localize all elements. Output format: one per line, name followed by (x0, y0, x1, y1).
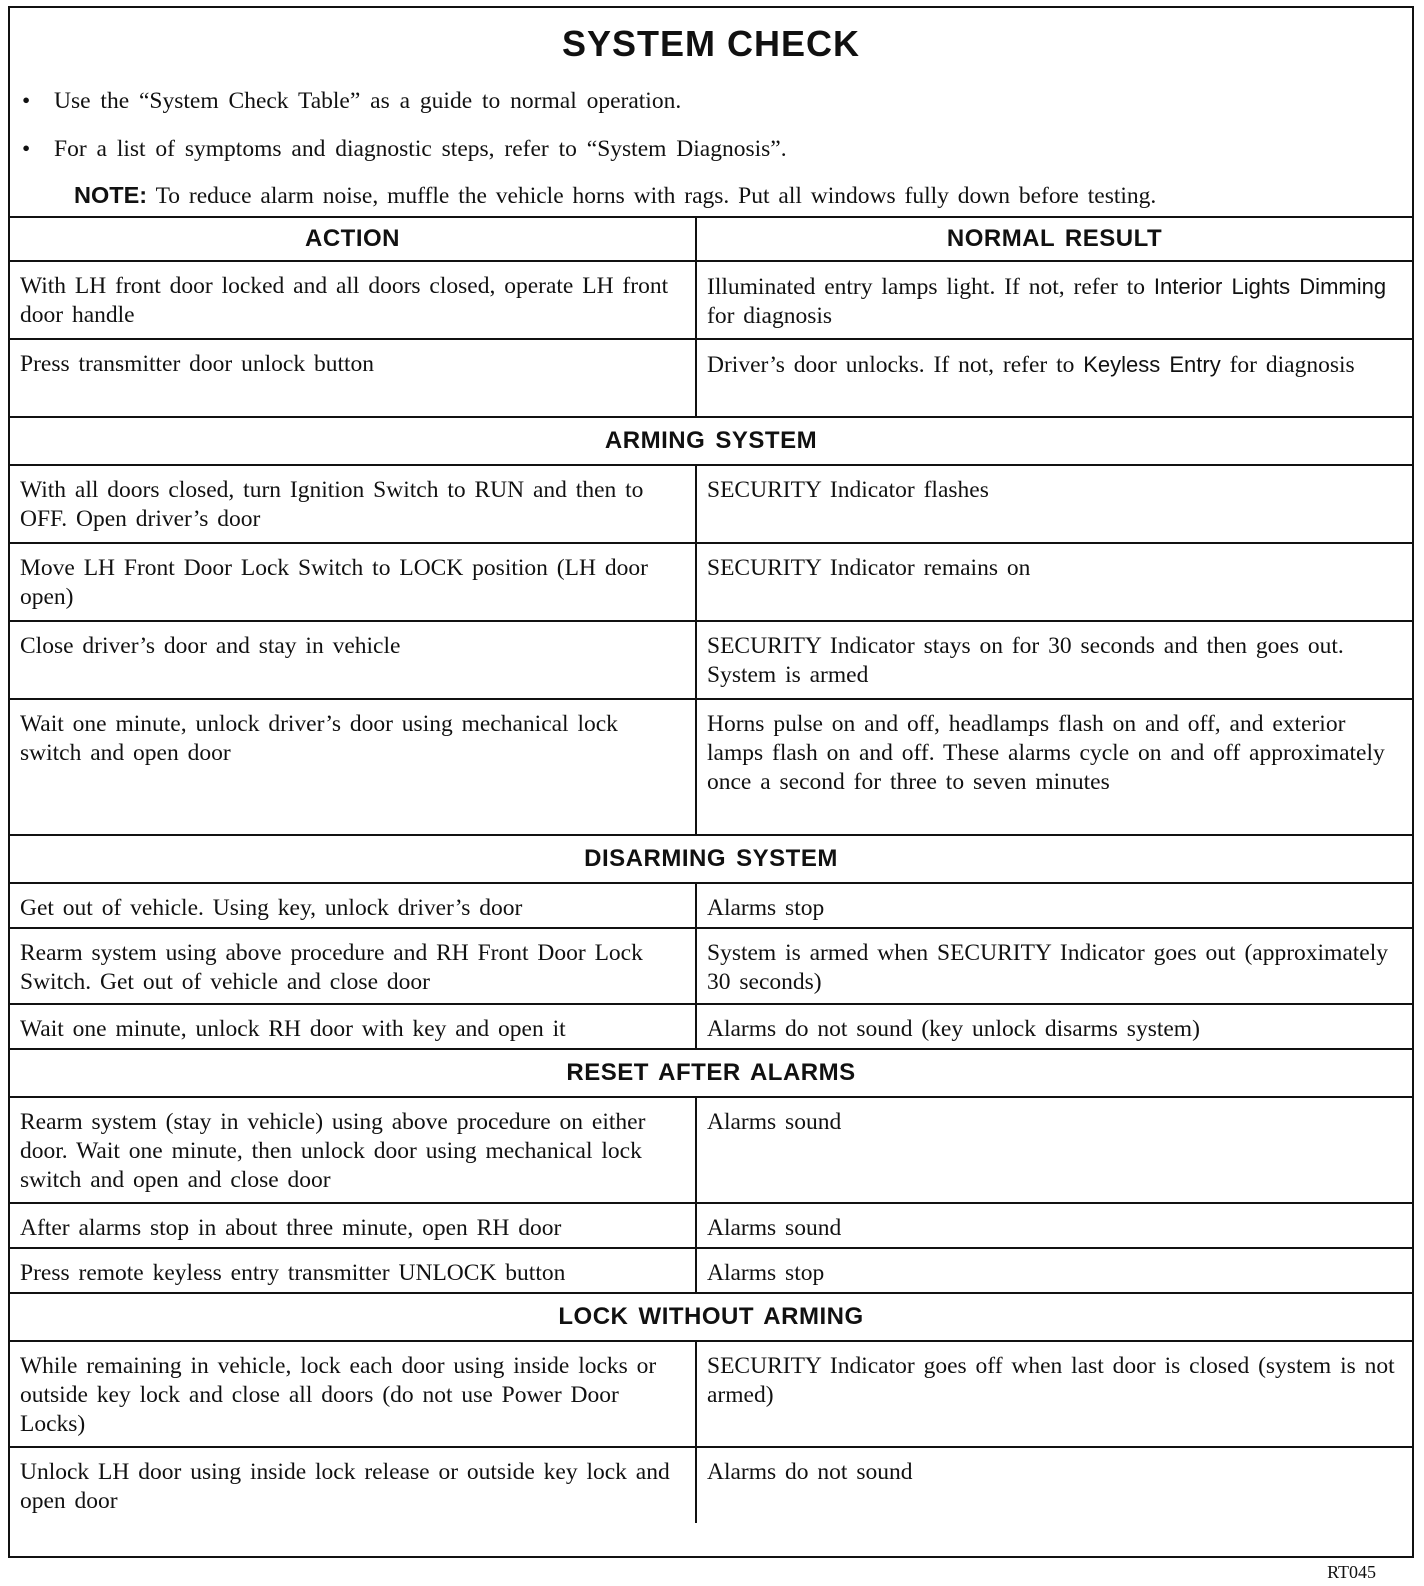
table-row (10, 699, 1412, 835)
table-row (10, 928, 1412, 1004)
section-header-row (10, 1049, 1412, 1097)
action-cell: Press remote keyless entry transmitter UNLOCK button (10, 1248, 696, 1293)
result-cell: Alarms stop (696, 1248, 1412, 1293)
action-cell: While remaining in vehicle, lock each door using inside locks or outside key lock and close all doors (do not use Power Door Locks) (10, 1341, 696, 1447)
result-cell: Horns pulse on and off, headlamps flash on and off, and exterior lamps flash on and off. These alarms cycle on and off approximately once a second for three to seven minutes (696, 699, 1412, 835)
section-title-reset: RESET AFTER ALARMS (10, 1049, 1412, 1097)
result-cell: Alarms do not sound (key unlock disarms system) (696, 1004, 1412, 1049)
header-normal-result: NORMAL RESULT (696, 218, 1412, 261)
action-cell: Unlock LH door using inside lock release or outside key lock and open door (10, 1447, 696, 1523)
table-row (10, 1341, 1412, 1447)
table-row (10, 621, 1412, 699)
result-cell: SECURITY Indicator goes off when last door is closed (system is not armed) (696, 1341, 1412, 1447)
result-cell: SECURITY Indicator remains on (696, 543, 1412, 621)
bullet-item (22, 136, 787, 163)
table-row (10, 261, 1412, 339)
bullet-text: Use the “System Check Table” as a guide to normal operation. (54, 88, 682, 114)
note (74, 182, 1156, 210)
action-cell: Rearm system (stay in vehicle) using above procedure on either door. Wait one minute, then unlock door using mechanical lock switch and open and close door (10, 1097, 696, 1203)
header-action: ACTION (10, 218, 696, 261)
table-header-row (10, 218, 1412, 261)
figure-code: RT045 (1327, 1562, 1376, 1582)
section-title-lock-without-arming: LOCK WITHOUT ARMING (10, 1293, 1412, 1341)
action-cell: Get out of vehicle. Using key, unlock driver’s door (10, 883, 696, 928)
result-cell: Driver’s door unlocks. If not, refer to Keyless Entry for diagnosis (696, 339, 1412, 417)
system-check-table (10, 218, 1412, 1523)
table-row (10, 1248, 1412, 1293)
reference-link-text: Interior Lights Dimming (1153, 274, 1387, 299)
action-cell: With LH front door locked and all doors closed, operate LH front door handle (10, 261, 696, 339)
section-title-disarming: DISARMING SYSTEM (10, 835, 1412, 883)
table-row (10, 883, 1412, 928)
section-title-arming: ARMING SYSTEM (10, 417, 1412, 465)
result-cell: Alarms sound (696, 1203, 1412, 1248)
note-text: To reduce alarm noise, muffle the vehicle horns with rags. Put all windows fully down before testing. (155, 183, 1157, 209)
action-cell: Wait one minute, unlock RH door with key and open it (10, 1004, 696, 1049)
table-row (10, 1447, 1412, 1523)
table-row (10, 1203, 1412, 1248)
action-cell: With all doors closed, turn Ignition Switch to RUN and then to OFF. Open driver’s door (10, 465, 696, 543)
header-block (10, 8, 1412, 218)
action-cell: Move LH Front Door Lock Switch to LOCK position (LH door open) (10, 543, 696, 621)
table-row (10, 543, 1412, 621)
bullet-glyph: • (22, 88, 31, 114)
bullet-item (22, 88, 681, 115)
result-cell: SECURITY Indicator flashes (696, 465, 1412, 543)
note-label: NOTE: (74, 182, 148, 208)
system-check-frame (8, 6, 1414, 1558)
result-cell: Alarms stop (696, 883, 1412, 928)
table-row (10, 339, 1412, 417)
reference-link-text: Keyless Entry (1083, 352, 1221, 377)
result-cell: Illuminated entry lamps light. If not, refer to Interior Lights Dimming for diagnosis (696, 261, 1412, 339)
table-row (10, 465, 1412, 543)
page-title: SYSTEM CHECK (561, 23, 861, 64)
action-cell: After alarms stop in about three minute, open RH door (10, 1203, 696, 1248)
action-cell: Wait one minute, unlock driver’s door using mechanical lock switch and open door (10, 699, 696, 835)
result-cell: Alarms do not sound (696, 1447, 1412, 1523)
section-header-row (10, 1293, 1412, 1341)
action-cell: Press transmitter door unlock button (10, 339, 696, 417)
result-cell: System is armed when SECURITY Indicator goes out (approximately 30 seconds) (696, 928, 1412, 1004)
section-header-row (10, 417, 1412, 465)
section-header-row (10, 835, 1412, 883)
bullet-glyph: • (22, 136, 31, 162)
result-cell: Alarms sound (696, 1097, 1412, 1203)
bullet-text: For a list of symptoms and diagnostic steps, refer to “System Diagnosis”. (54, 136, 787, 162)
table-row (10, 1097, 1412, 1203)
result-cell: SECURITY Indicator stays on for 30 seconds and then goes out. System is armed (696, 621, 1412, 699)
action-cell: Close driver’s door and stay in vehicle (10, 621, 696, 699)
table-row (10, 1004, 1412, 1049)
action-cell: Rearm system using above procedure and RH Front Door Lock Switch. Get out of vehicle and close door (10, 928, 696, 1004)
